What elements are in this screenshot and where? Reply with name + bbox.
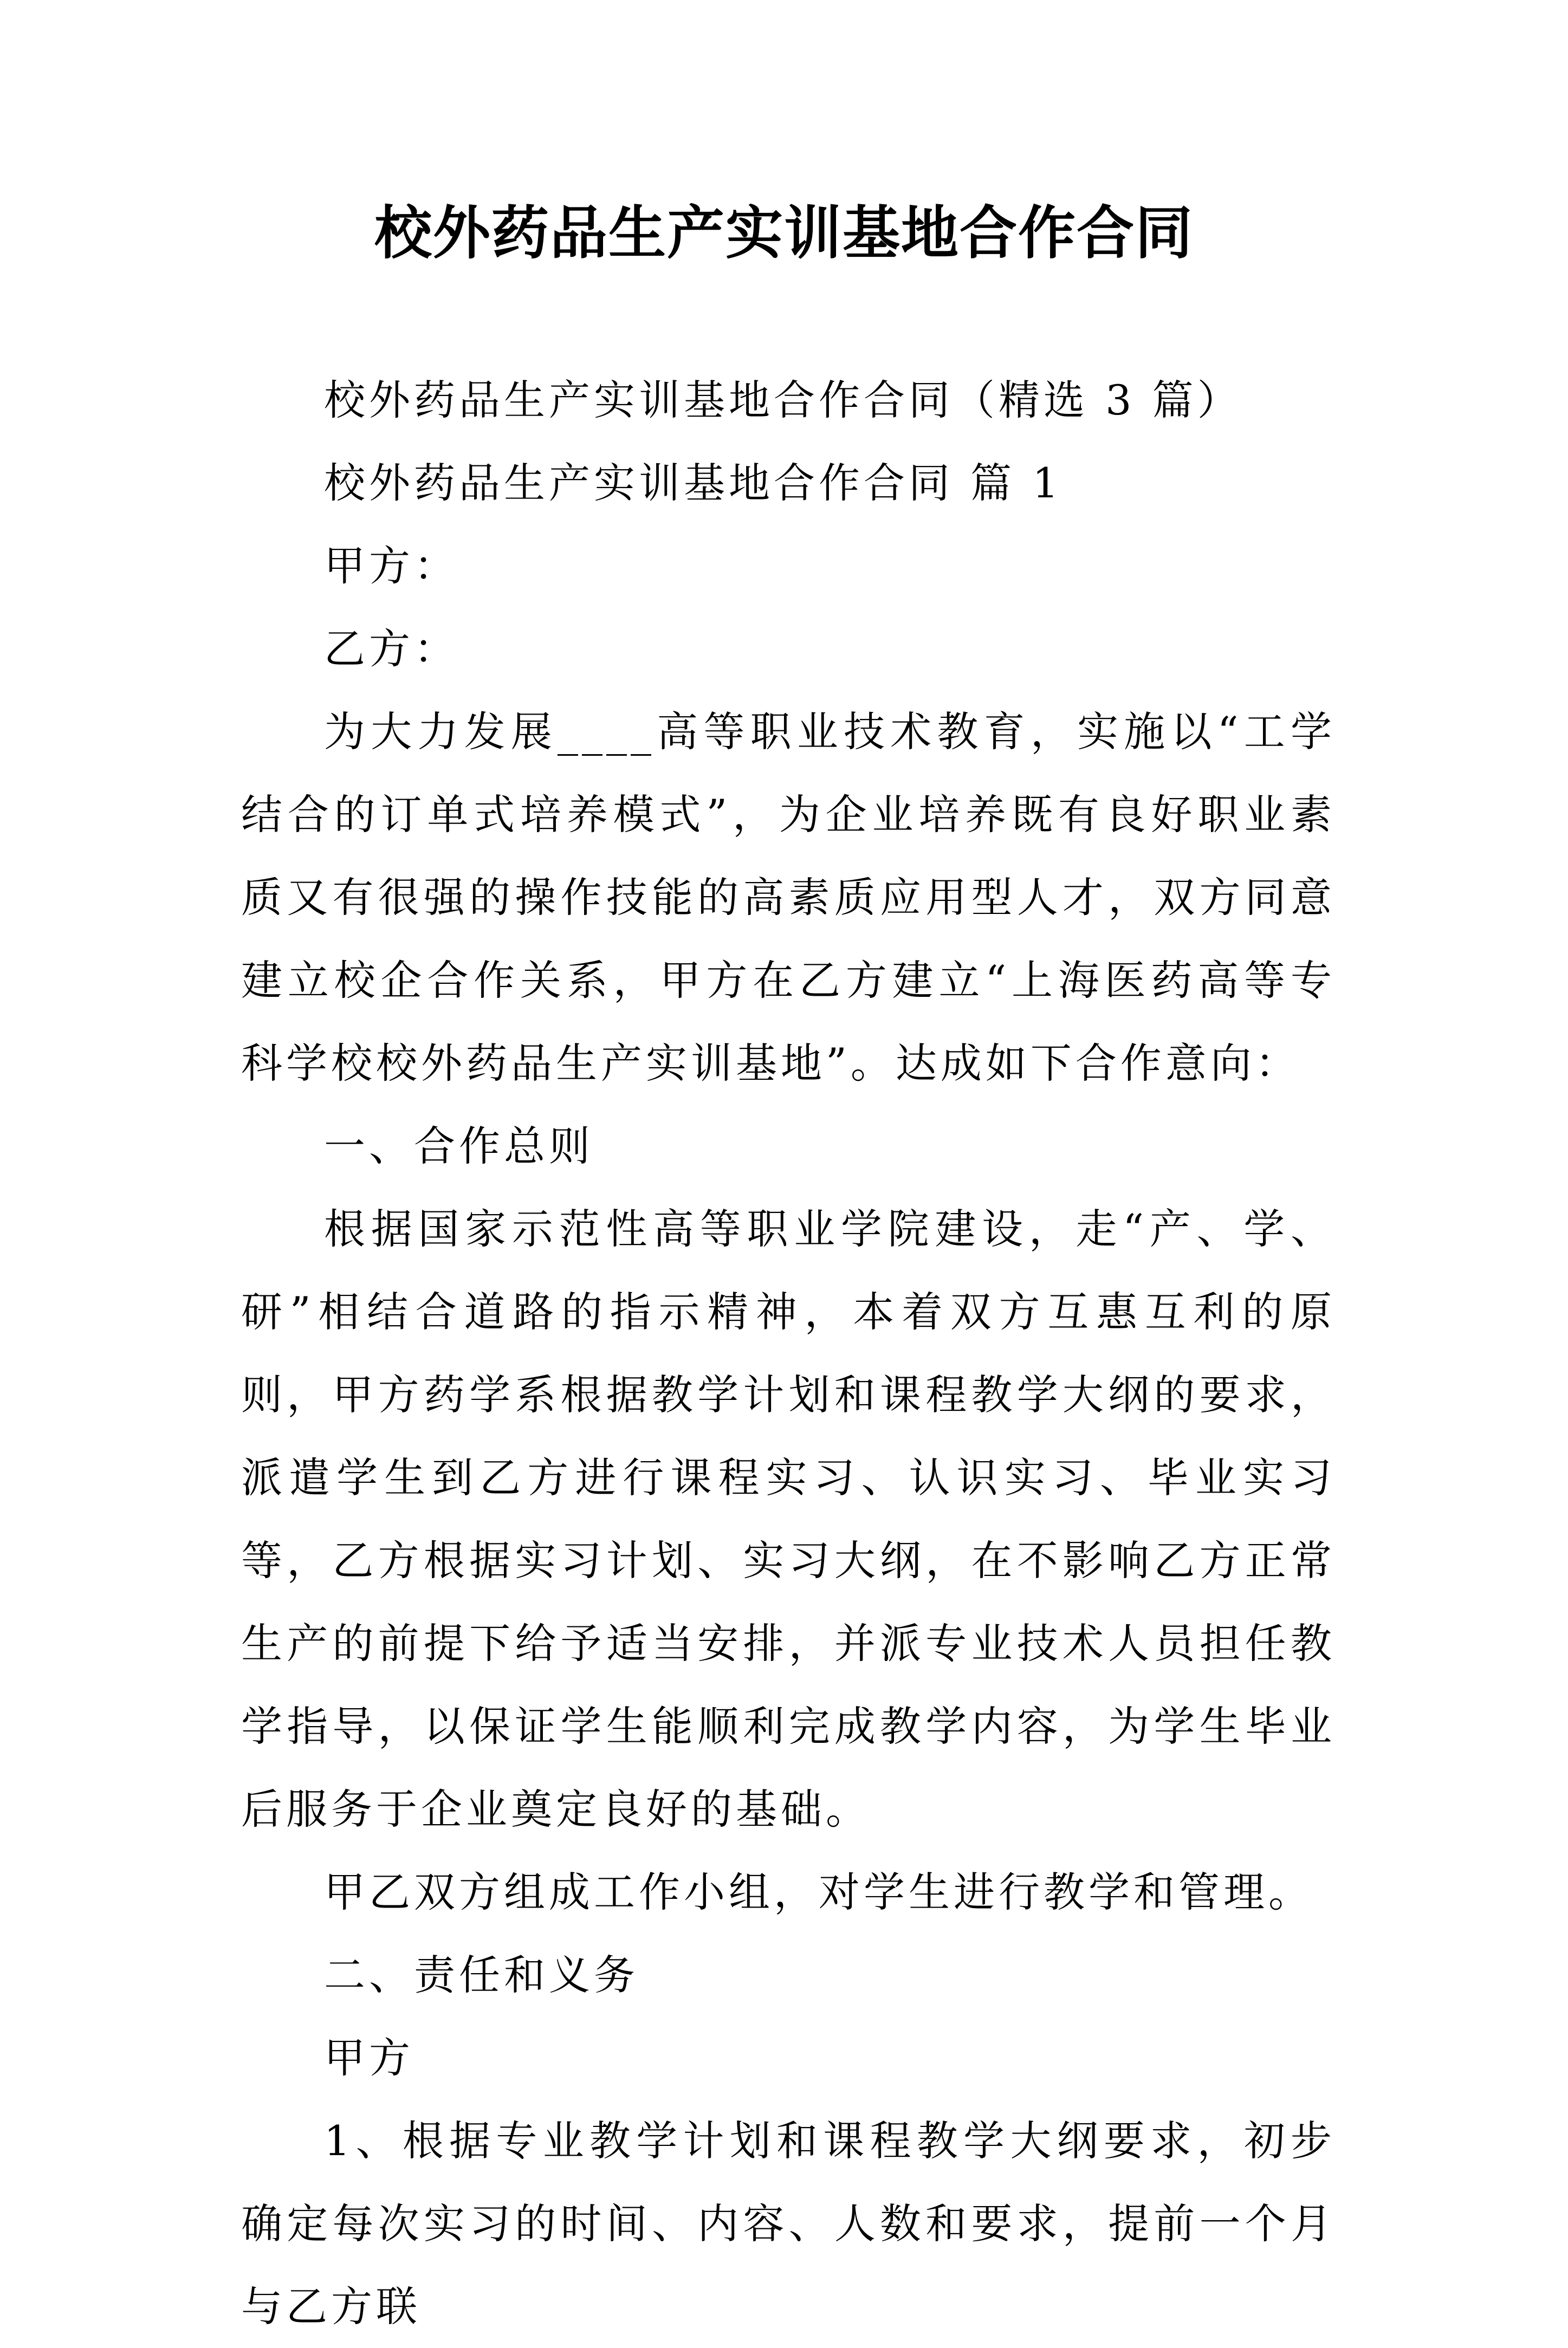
paragraph-heading-duties: 二、责任和义务 [324, 1951, 639, 1999]
paragraph-purpose: 为大力发展____高等职业技术教育，实施以“工学结合的订单式培养模式”，为企业培养既有良好职业素质又有很强的操作技能的高素质应用型人才，双方同意建立校企合作关系，甲方在乙方建立“上海医药高等专科学校校外药品生产实训基地”。达成如下合作意向： [241, 708, 1336, 1087]
paragraph-section-heading: 校外药品生产实训基地合作合同 篇 1 [324, 459, 1062, 507]
paragraph-party-b: 乙方： [324, 625, 459, 673]
paragraph-working-group: 甲乙双方组成工作小组，对学生进行教学和管理。 [324, 1868, 1313, 1916]
paragraph-item-1: 1、根据专业教学计划和课程教学大纲要求，初步确定每次实习的时间、内容、人数和要求，提前一个月与乙方联 [241, 2117, 1336, 2331]
paragraph-general-principles: 根据国家示范性高等职业学院建设，走“产、学、研”相结合道路的指示精神，本着双方互惠互利的原则，甲方药学系根据教学计划和课程教学大纲的要求，派遣学生到乙方进行课程实习、认识实习、毕业实习等，乙方根据实习计划、实习大纲，在不影响乙方正常生产的前提下给予适当安排，并派专业技术人员担任教学指导，以保证学生能顺利完成教学内容，为学生毕业后服务于企业奠定良好的基础。 [241, 1205, 1336, 1833]
paragraph-party-a-heading: 甲方 [324, 2034, 414, 2082]
paragraph-heading-general: 一、合作总则 [324, 1122, 594, 1170]
paragraph-party-a: 甲方： [324, 542, 459, 590]
document-title: 校外药品生产实训基地合作合同 [374, 199, 1194, 267]
paragraph-subtitle: 校外药品生产实训基地合作合同（精选 3 篇） [324, 376, 1242, 424]
document-body [241, 359, 1336, 2348]
